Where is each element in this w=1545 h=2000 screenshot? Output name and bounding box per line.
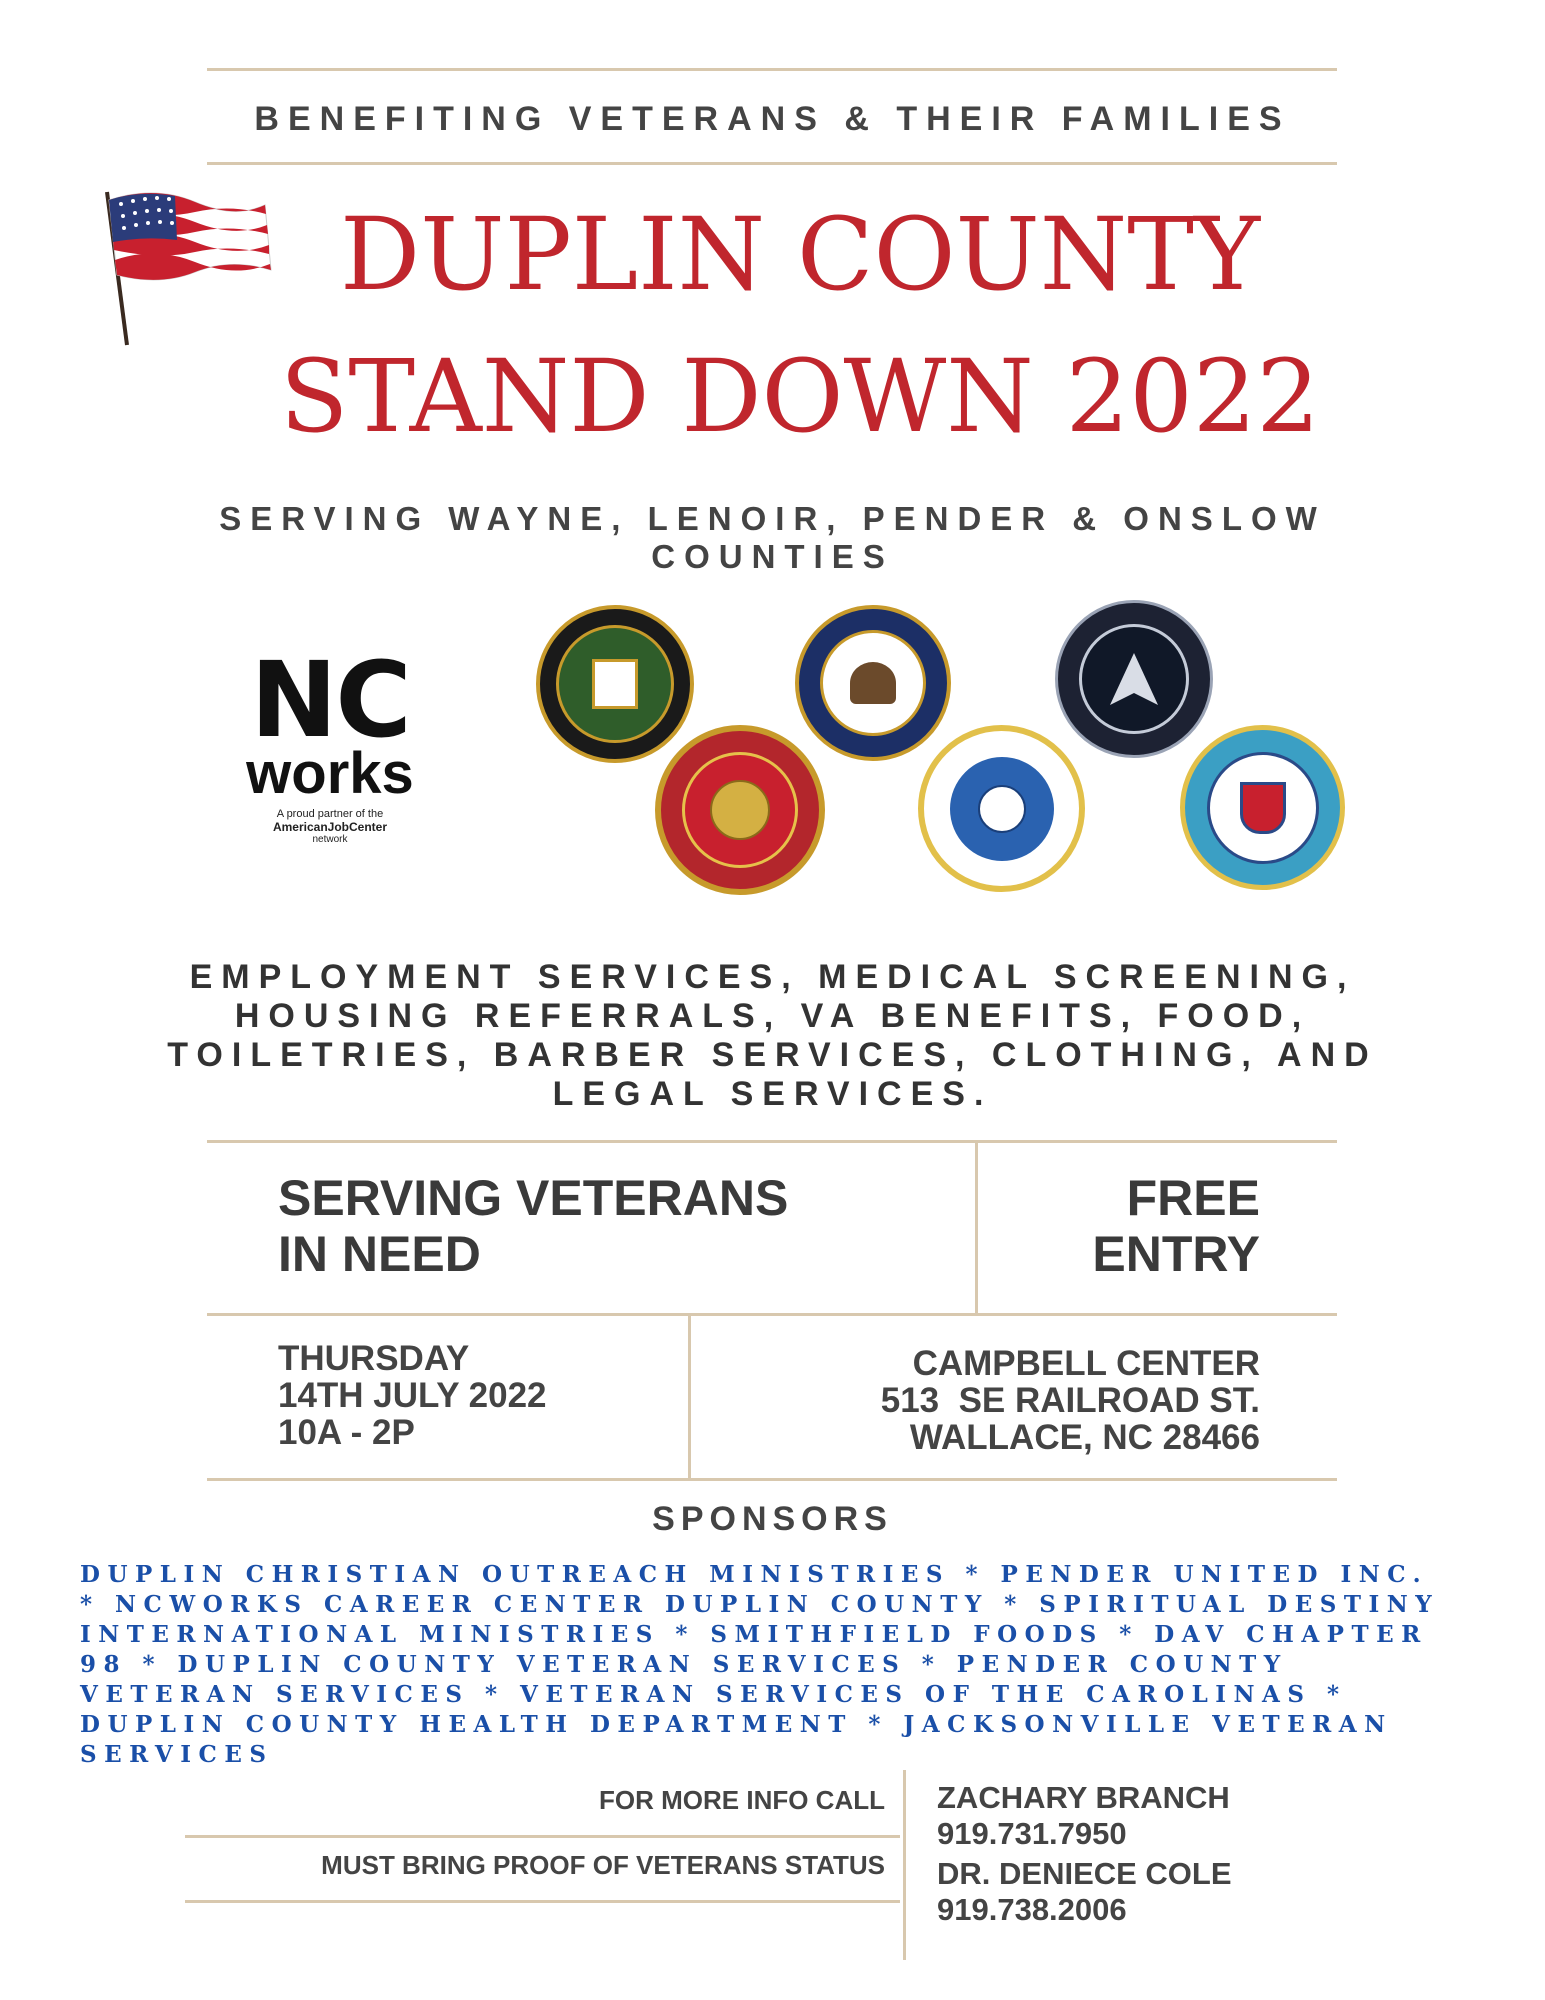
info-rule [185, 1835, 900, 1838]
ncworks-logo [225, 639, 435, 870]
location-name: CAMPBELL CENTER [912, 1344, 1260, 1383]
mission-statement [278, 1170, 958, 1282]
grid-middle-rule [207, 1313, 1337, 1316]
proof-rule [185, 1900, 900, 1903]
grid-vertical-rule-1 [975, 1143, 978, 1313]
space-delta-icon [1104, 649, 1164, 709]
location-city: WALLACE, NC 28466 [909, 1418, 1260, 1457]
grid-bottom-rule [207, 1478, 1337, 1481]
contact-phone[interactable]: 919.738.2006 [937, 1892, 1127, 1927]
ncworks-partner-line-1: A proud partner of the [276, 808, 384, 820]
contact-phone[interactable]: 919.731.7950 [937, 1816, 1127, 1851]
free-entry [990, 1170, 1260, 1282]
army-seal-icon [536, 605, 694, 763]
serving-counties [130, 500, 1415, 576]
event-time: 10A - 2P [278, 1413, 415, 1452]
location-street: 513 SE RAILROAD ST. [880, 1381, 1260, 1420]
sponsors-heading: SPONSORS [652, 1500, 893, 1538]
ncworks-partner-line-2: AmericanJobCenter [272, 820, 388, 834]
sponsors-line: * NCWORKS CAREER CENTER DUPLIN COUNTY * SPIRITUAL DESTINY [80, 1591, 1440, 1618]
sponsors-line: DUPLIN COUNTY HEALTH DEPARTMENT * JACKSONVILLE VETERAN [80, 1711, 1393, 1738]
services-line-2: HOUSING REFERRALS, VA BENEFITS, FOOD, [234, 997, 1311, 1035]
event-title-line-2: STAND DOWN 2022 [279, 338, 1321, 455]
contact-list [937, 1780, 1337, 1928]
coast-guard-seal-icon [1180, 725, 1345, 890]
services-line-4: LEGAL SERVICES. [552, 1075, 993, 1113]
event-title-line-1: DUPLIN COUNTY [340, 196, 1260, 313]
mission-line-1: SERVING VETERANS [278, 1170, 789, 1226]
sponsors-line: DUPLIN CHRISTIAN OUTREACH MINISTRIES * PENDER UNITED INC. [80, 1561, 1429, 1588]
sponsors-line: INTERNATIONAL MINISTRIES * SMITHFIELD FOODS * DAV CHAPTER [80, 1621, 1428, 1648]
sponsors-line: SERVICES [80, 1741, 274, 1768]
ncworks-works: works [246, 741, 414, 806]
proof-requirement: MUST BRING PROOF OF VETERANS STATUS [321, 1850, 885, 1880]
contact-name: DR. DENIECE COLE [937, 1856, 1232, 1891]
serving-counties-line-2: COUNTIES [651, 538, 894, 575]
tagline-rule [207, 162, 1337, 165]
services-line-3: TOILETRIES, BARBER SERVICES, CLOTHING, AND [167, 1036, 1378, 1074]
event-date-text: 14TH JULY 2022 [278, 1376, 547, 1415]
event-date [278, 1340, 678, 1451]
event-day: THURSDAY [278, 1339, 470, 1378]
air-force-seal-icon [918, 725, 1085, 892]
contact-vertical-rule [903, 1770, 906, 1960]
sponsors-list [80, 1560, 1465, 1770]
space-force-seal-icon [1055, 600, 1213, 758]
ncworks-partner-line-3: network [312, 834, 348, 845]
services-list [80, 958, 1465, 1114]
grid-top-rule [207, 1140, 1337, 1143]
tagline: BENEFITING VETERANS & THEIR FAMILIES [254, 100, 1291, 138]
navy-reserve-seal-icon [795, 605, 951, 761]
event-location [700, 1345, 1260, 1456]
contact-name: ZACHARY BRANCH [937, 1780, 1230, 1815]
info-call-label: FOR MORE INFO CALL [599, 1785, 885, 1815]
ncworks-nc: NC [250, 639, 410, 761]
top-rule [207, 68, 1337, 71]
entry-line-2: ENTRY [1092, 1226, 1260, 1282]
services-line-1: EMPLOYMENT SERVICES, MEDICAL SCREENING, [189, 958, 1356, 996]
sponsors-line: 98 * DUPLIN COUNTY VETERAN SERVICES * PENDER COUNTY [80, 1651, 1288, 1678]
serving-counties-line-1: SERVING WAYNE, LENOIR, PENDER & ONSLOW [219, 500, 1326, 537]
grid-vertical-rule-2 [688, 1316, 691, 1478]
entry-line-1: FREE [1126, 1170, 1260, 1226]
marine-corps-seal-icon [655, 725, 825, 895]
sponsors-line: VETERAN SERVICES * VETERAN SERVICES OF THE CAROLINAS * [80, 1681, 1347, 1708]
mission-line-2: IN NEED [278, 1226, 481, 1282]
